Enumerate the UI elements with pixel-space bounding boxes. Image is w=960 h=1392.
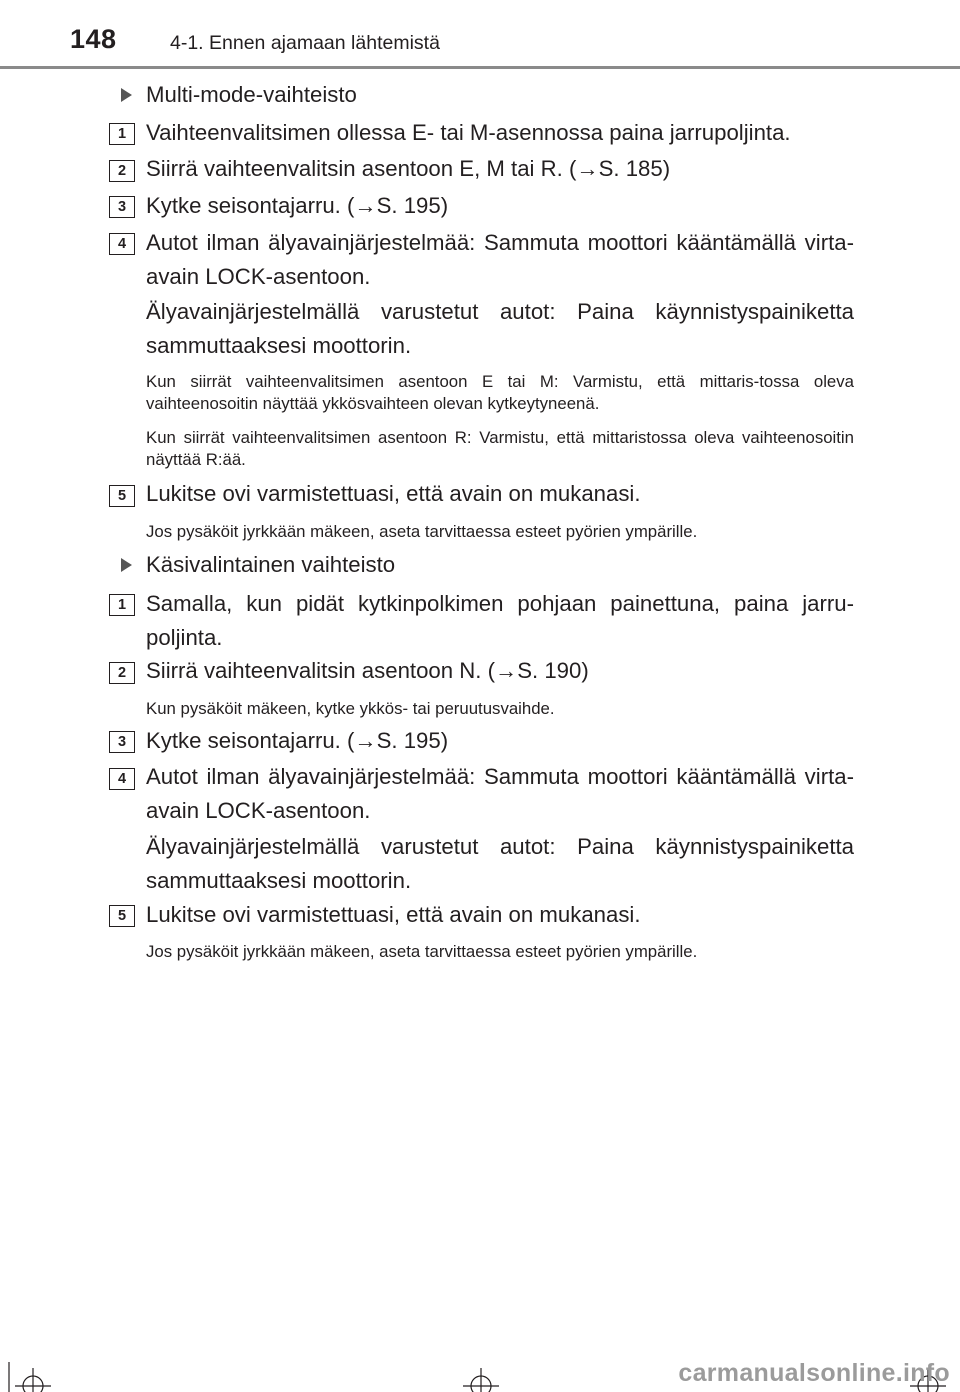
step-text: Kytke seisontajarru. (→S. 195) xyxy=(146,728,449,753)
step-number-badge: 1 xyxy=(109,123,135,145)
section-title: 4-1. Ennen ajamaan lähtemistä xyxy=(170,32,440,54)
step-number-badge: 5 xyxy=(109,905,135,927)
page-header xyxy=(0,0,960,70)
step-number-badge: 3 xyxy=(109,196,135,218)
section-heading: Käsivalintainen vaihteisto xyxy=(146,552,396,577)
step-text: Siirrä vaihteenvalitsin asentoon N. (→S. 190) xyxy=(146,658,589,683)
step-number-badge: 4 xyxy=(109,233,135,255)
section-heading: Multi-mode-vaihteisto xyxy=(146,82,357,107)
step-text-continued: Älyavainjärjestelmällä varustetut autot: Paina käynnistyspainiketta sammuttaaksesi moottorin. xyxy=(146,299,854,358)
step-text: Lukitse ovi varmistettuasi, että avain on mukanasi. xyxy=(146,902,641,927)
step-note: Kun siirrät vaihteenvalitsimen asentoon E tai M: Varmistu, että mittaris-tossa oleva vaihteenosoitin näyttää ykkösvaihteen olevan kytkeytyneenä. xyxy=(146,372,854,413)
watermark: carmanualsonline.info xyxy=(678,1359,950,1387)
step-text: Autot ilman älyavainjärjestelmää: Sammuta moottori kääntämällä virta-avain LOCK-asentoon. xyxy=(146,764,854,823)
section-arrow-icon xyxy=(121,88,132,102)
page-number: 148 xyxy=(70,24,117,54)
step-number-badge: 4 xyxy=(109,768,135,790)
step-note: Jos pysäköit jyrkkään mäkeen, aseta tarvittaessa esteet pyörien ympärille. xyxy=(146,942,698,961)
step-text: Samalla, kun pidät kytkinpolkimen pohjaan painettuna, paina jarru-poljinta. xyxy=(146,591,854,650)
step-note: Kun siirrät vaihteenvalitsimen asentoon R: Varmistu, että mittaristossa oleva vaihteenosoitin näyttää R:ää. xyxy=(146,428,854,469)
step-number-badge: 5 xyxy=(109,485,135,507)
step-text: Kytke seisontajarru. (→S. 195) xyxy=(146,193,449,218)
step-text: Lukitse ovi varmistettuasi, että avain on mukanasi. xyxy=(146,481,641,506)
header-divider xyxy=(0,66,960,69)
section-arrow-icon xyxy=(121,558,132,572)
step-number-badge: 1 xyxy=(109,594,135,616)
step-number-badge: 2 xyxy=(109,662,135,684)
step-text-continued: Älyavainjärjestelmällä varustetut autot: Paina käynnistyspainiketta sammuttaaksesi moottorin. xyxy=(146,834,854,893)
step-text: Vaihteenvalitsimen ollessa E- tai M-asennossa paina jarrupoljinta. xyxy=(146,120,791,145)
step-text: Siirrä vaihteenvalitsin asentoon E, M tai R. (→S. 185) xyxy=(146,156,671,181)
step-number-badge: 3 xyxy=(109,731,135,753)
step-note: Jos pysäköit jyrkkään mäkeen, aseta tarvittaessa esteet pyörien ympärille. xyxy=(146,522,698,541)
step-note: Kun pysäköit mäkeen, kytke ykkös- tai peruutusvaihde. xyxy=(146,699,555,718)
step-text: Autot ilman älyavainjärjestelmää: Sammuta moottori kääntämällä virta-avain LOCK-asentoon. xyxy=(146,230,854,289)
step-number-badge: 2 xyxy=(109,160,135,182)
